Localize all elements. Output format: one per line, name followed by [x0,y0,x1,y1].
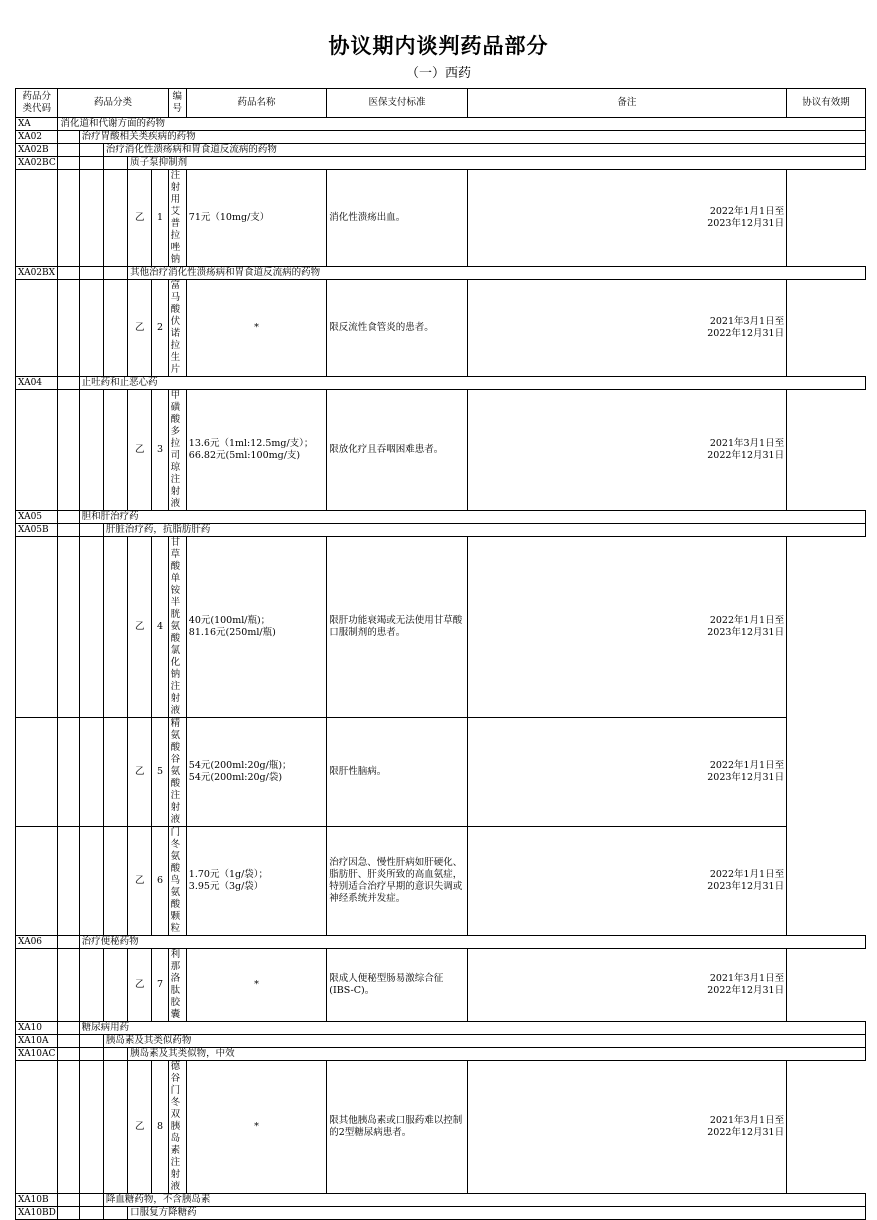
drug-name: 门冬氨酸鸟氨酸颗粒 [168,827,186,936]
indent-cell [58,524,79,537]
drug-validity [467,949,786,1022]
category-row [16,511,866,524]
drug-name: 德谷门冬双胰岛素注射液 [168,1061,186,1194]
drug-remark: 消化性溃疡出血。 [327,170,467,267]
indent-cell [58,144,79,157]
table-body [16,118,866,1220]
drug-class: 乙 [128,170,152,267]
drug-row [16,390,866,511]
indent-cell [58,537,79,718]
indent-cell [103,267,127,280]
drug-code [16,1061,58,1194]
drug-row [16,280,866,377]
validity-line: 2022年12月31日 [707,985,785,996]
indent-cell [79,1194,103,1207]
drug-class: 乙 [128,537,152,718]
indent-cell [58,267,79,280]
category-code: XA10AC [16,1048,58,1061]
category-code: XA [16,118,58,131]
category-code: XA04 [16,377,58,390]
indent-cell [79,390,103,511]
category-code: XA10B [16,1194,58,1207]
drug-number: 2 [152,280,168,377]
standard-line: 81.16元(250ml/瓶) [188,627,276,638]
category-code: XA05B [16,524,58,537]
indent-cell [79,1048,103,1061]
drug-code [16,280,58,377]
category-label: 糖尿病用药 [79,1022,865,1035]
indent-cell [58,377,79,390]
header-validity: 协议有效期 [787,89,866,118]
validity-line: 2023年12月31日 [707,627,785,638]
drug-name: 注射用艾普拉唑钠 [168,170,186,267]
indent-cell [103,390,127,511]
header-name: 药品名称 [186,89,326,118]
drug-name: 利那洛肽胶囊 [168,949,186,1022]
category-code: XA02B [16,144,58,157]
category-label: 治疗胃酸相关类疾病的药物 [79,131,865,144]
indent-cell [103,1207,127,1220]
indent-cell [58,1048,79,1061]
category-row [16,118,866,131]
drug-row [16,537,866,718]
standard-line: * [254,979,259,990]
drug-validity [467,537,786,718]
drug-name: 甲磺酸多拉司琼注射液 [168,390,186,511]
category-code: XA02BX [16,267,58,280]
category-label: 口服复方降糖药 [128,1207,866,1220]
indent-cell [79,1061,103,1194]
indent-cell [79,1207,103,1220]
standard-line: 1.70元（1g/袋）； [188,869,269,880]
category-label: 肝脏治疗药，抗脂肪肝药 [103,524,865,537]
indent-cell [58,131,79,144]
category-label: 治疗消化性溃疡病和胃食道反流病的药物 [103,144,865,157]
indent-cell [58,511,79,524]
indent-cell [58,1035,79,1048]
drug-validity [467,390,786,511]
category-row [16,377,866,390]
indent-cell [58,718,79,827]
category-row [16,524,866,537]
drug-standard [186,949,326,1022]
category-row [16,1048,866,1061]
category-label: 治疗便秘药物 [79,936,865,949]
drug-class: 乙 [128,390,152,511]
category-label: 其他治疗消化性溃疡病和胃食道反流病的药物 [128,267,866,280]
header-standard: 医保支付标准 [327,89,467,118]
drug-class: 乙 [128,718,152,827]
drug-standard [186,1061,326,1194]
category-label: 胰岛素及其类似物，中效 [128,1048,866,1061]
drug-code [16,537,58,718]
page-title: 协议期内谈判药品部分 [328,33,549,58]
category-label: 胰岛素及其类似药物 [103,1035,865,1048]
drug-code [16,390,58,511]
standard-line: 40元(100ml/瓶)； [188,615,271,626]
validity-line: 2023年12月31日 [707,772,785,783]
drug-remark: 限肝性脑病。 [327,718,467,827]
drug-row [16,718,866,827]
category-code: XA10 [16,1022,58,1035]
drug-validity [467,718,786,827]
indent-cell [103,1061,127,1194]
drug-number: 8 [152,1061,168,1194]
validity-line: 2021年3月1日至 [709,316,785,327]
category-row [16,1194,866,1207]
page-subtitle: （一）西药 [405,66,471,81]
indent-cell [79,144,103,157]
drug-number: 5 [152,718,168,827]
indent-cell [103,718,127,827]
indent-cell [58,827,79,936]
indent-cell [79,280,103,377]
header-no: 编号 [168,89,186,118]
drug-standard [186,390,326,511]
indent-cell [79,827,103,936]
drug-code [16,170,58,267]
drug-validity [467,827,786,936]
category-row [16,1035,866,1048]
category-code: XA10A [16,1035,58,1048]
drug-number: 7 [152,949,168,1022]
drug-row [16,170,866,267]
indent-cell [79,1035,103,1048]
drug-validity [467,1061,786,1194]
drug-number: 6 [152,827,168,936]
indent-cell [58,1061,79,1194]
validity-line: 2023年12月31日 [707,218,785,229]
category-label: 质子泵抑制剂 [128,157,866,170]
drug-number: 4 [152,537,168,718]
category-code: XA10BD [16,1207,58,1220]
validity-line: 2021年3月1日至 [709,1115,785,1126]
category-row [16,1207,866,1220]
category-row [16,1022,866,1035]
validity-line: 2023年12月31日 [707,881,785,892]
validity-line: 2022年1月1日至 [709,206,785,217]
indent-cell [58,390,79,511]
validity-line: 2022年1月1日至 [709,615,785,626]
drug-code [16,949,58,1022]
category-code: XA02BC [16,157,58,170]
drug-class: 乙 [128,949,152,1022]
indent-cell [58,1207,79,1220]
drug-remark: 限肝功能衰竭或无法使用甘草酸口服制剂的患者。 [327,537,467,718]
category-row [16,157,866,170]
indent-cell [58,280,79,377]
drug-standard [186,170,326,267]
drug-name: 富马酸伏诺拉生片 [168,280,186,377]
category-code: XA05 [16,511,58,524]
indent-cell [103,1048,127,1061]
indent-cell [79,949,103,1022]
standard-line: 54元(200ml:20g/瓶)； [188,760,292,771]
drug-class: 乙 [128,280,152,377]
drug-table [15,88,866,1220]
validity-line: 2022年1月1日至 [709,760,785,771]
drug-standard [186,718,326,827]
indent-cell [79,170,103,267]
drug-remark: 治疗因急、慢性肝病如肝硬化、脂肪肝、肝炎所致的高血氨症，特别适合治疗早期的意识失调或神经系统并发症。 [327,827,467,936]
drug-remark: 限反流性食管炎的患者。 [327,280,467,377]
validity-line: 2022年12月31日 [707,1127,785,1138]
validity-line: 2021年3月1日至 [709,973,785,984]
drug-validity [467,280,786,377]
header-category: 药品分类 [58,89,168,118]
drug-standard [186,280,326,377]
category-row [16,131,866,144]
header-remark: 备注 [467,89,786,118]
validity-line: 2021年3月1日至 [709,438,785,449]
indent-cell [79,157,103,170]
indent-cell [58,1022,79,1035]
drug-row [16,827,866,936]
drug-standard [186,537,326,718]
drug-class: 乙 [128,1061,152,1194]
category-code: XA06 [16,936,58,949]
indent-cell [58,1194,79,1207]
indent-cell [79,524,103,537]
indent-cell [103,280,127,377]
standard-line: 71元（10mg/支） [188,212,270,223]
drug-remark: 限成人便秘型肠易激综合征(IBS-C)。 [327,949,467,1022]
drug-number: 3 [152,390,168,511]
standard-line: 3.95元（3g/袋） [188,881,264,892]
drug-number: 1 [152,170,168,267]
drug-class: 乙 [128,827,152,936]
standard-line: 54元(200ml:20g/袋) [188,772,283,783]
category-row [16,144,866,157]
validity-line: 2022年12月31日 [707,328,785,339]
indent-cell [103,827,127,936]
category-label: 消化道和代谢方面的药物 [58,118,866,131]
standard-line: 13.6元（1ml:12.5mg/支）； [188,438,314,449]
category-label: 降血糖药物，不含胰岛素 [103,1194,865,1207]
table-header-row [16,89,866,118]
indent-cell [58,170,79,267]
drug-name: 甘草酸单铵半胱氨酸氯化钠注射液 [168,537,186,718]
drug-row [16,1061,866,1194]
drug-remark: 限放化疗且吞咽困难患者。 [327,390,467,511]
indent-cell [103,157,127,170]
drug-name: 精氨酸谷氨酸注射液 [168,718,186,827]
category-label: 胆和肝治疗药 [79,511,865,524]
indent-cell [79,267,103,280]
indent-cell [79,537,103,718]
standard-line: 66.82元(5ml:100mg/支) [188,450,301,461]
drug-code [16,718,58,827]
category-code: XA02 [16,131,58,144]
indent-cell [58,157,79,170]
validity-line: 2022年12月31日 [707,450,785,461]
drug-validity [467,170,786,267]
drug-standard [186,827,326,936]
category-row [16,936,866,949]
drug-row [16,949,866,1022]
indent-cell [58,936,79,949]
drug-remark: 限其他胰岛素或口服药难以控制的2型糖尿病患者。 [327,1061,467,1194]
indent-cell [79,718,103,827]
header-code: 药品分类代码 [16,89,58,118]
category-row [16,267,866,280]
standard-line: * [254,1121,259,1132]
drug-code [16,827,58,936]
indent-cell [103,537,127,718]
indent-cell [103,170,127,267]
validity-line: 2022年1月1日至 [709,869,785,880]
standard-line: * [254,322,259,333]
indent-cell [103,949,127,1022]
category-label: 止吐药和止恶心药 [79,377,865,390]
indent-cell [58,949,79,1022]
